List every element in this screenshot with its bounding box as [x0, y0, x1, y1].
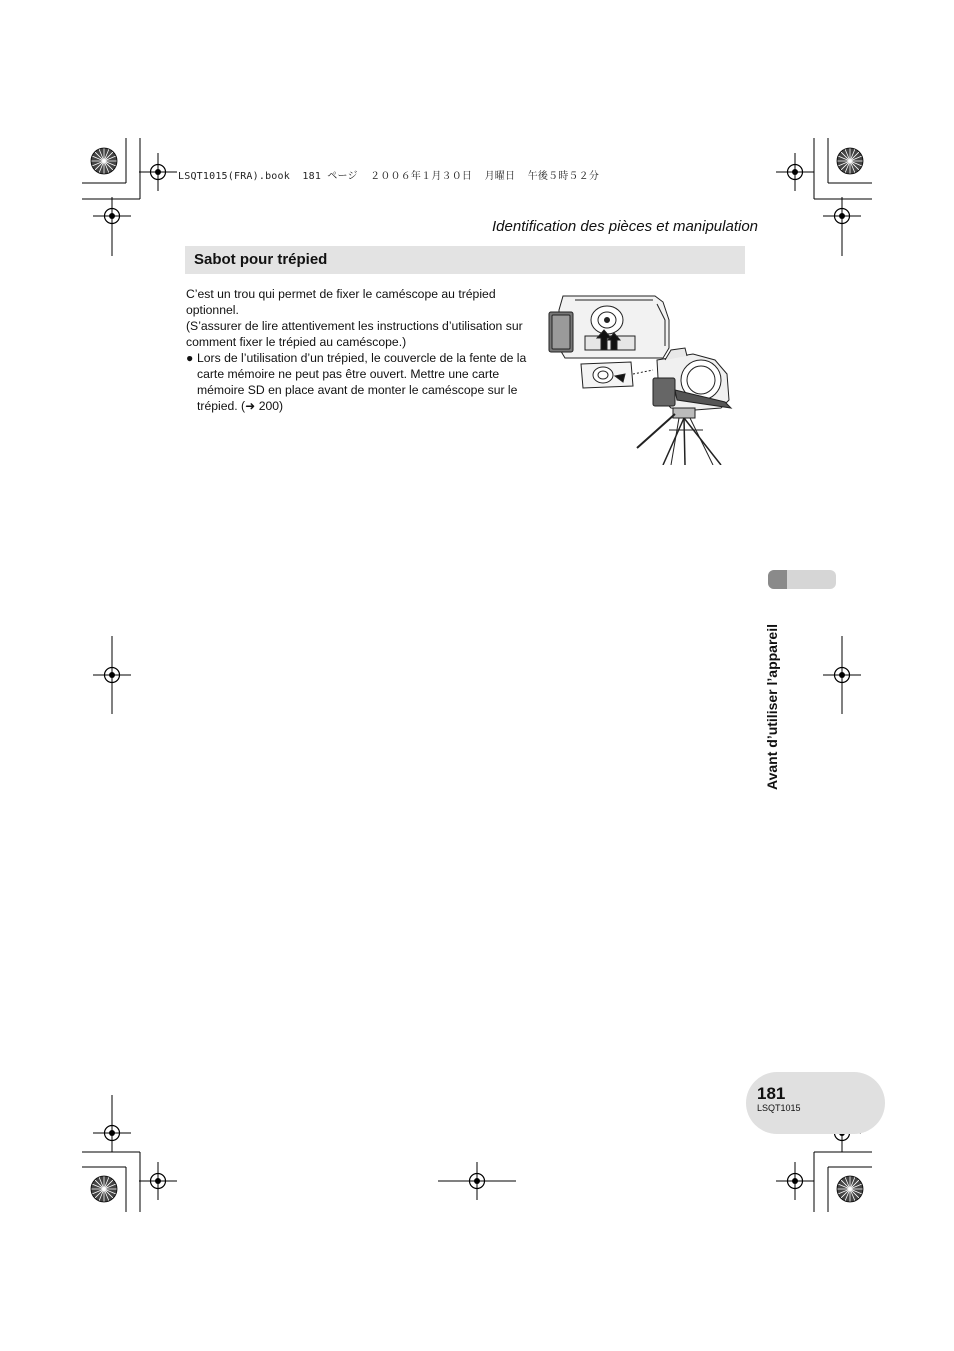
paragraph-note: (S’assurer de lire attentivement les instructions d’utilisation sur comment fixer le trépied au caméscope.): [186, 319, 523, 349]
chapter-title: Identification des pièces et manipulation: [492, 218, 759, 235]
camcorder-tripod-illustration: [545, 290, 735, 465]
section-title: Sabot pour trépied: [194, 251, 328, 268]
model-code: LSQT1015: [757, 1103, 801, 1113]
paragraph-intro: C’est un trou qui permet de fixer le caméscope au trépied optionnel.: [186, 287, 496, 317]
crop-mark-middle-left: [93, 636, 131, 714]
section-header: [185, 246, 745, 274]
bullet-icon: ●: [186, 351, 194, 365]
chapter-tab-active-segment: [768, 570, 787, 589]
crop-mark-middle-right: [823, 636, 861, 714]
page-number: 181: [757, 1084, 786, 1103]
bullet-text: Lors de l’utilisation d’un trépied, le couvercle de la fente de la carte mémoire ne peut pas être ouvert. Mettre une carte mémoire SD en place avant de monter le caméscope sur le trépied. (➜ 200): [197, 351, 527, 413]
bullet-item: [186, 350, 536, 414]
section-body: [186, 286, 536, 414]
crop-mark-bottom-center: [438, 1162, 516, 1200]
page-number-badge: [746, 1072, 885, 1134]
chapter-tab-indicator: [768, 570, 836, 589]
crop-mark-top-left: [82, 138, 177, 256]
crop-mark-bottom-left: [82, 1095, 177, 1212]
chapter-side-label: [764, 595, 786, 790]
file-header: LSQT1015(FRA).book 181 ページ ２００６年１月３０日 月曜日 午後５時５２分: [178, 171, 600, 182]
crop-mark-top-right: [776, 138, 872, 256]
chapter-side-label-text: Avant d’utiliser l’appareil: [764, 624, 780, 790]
